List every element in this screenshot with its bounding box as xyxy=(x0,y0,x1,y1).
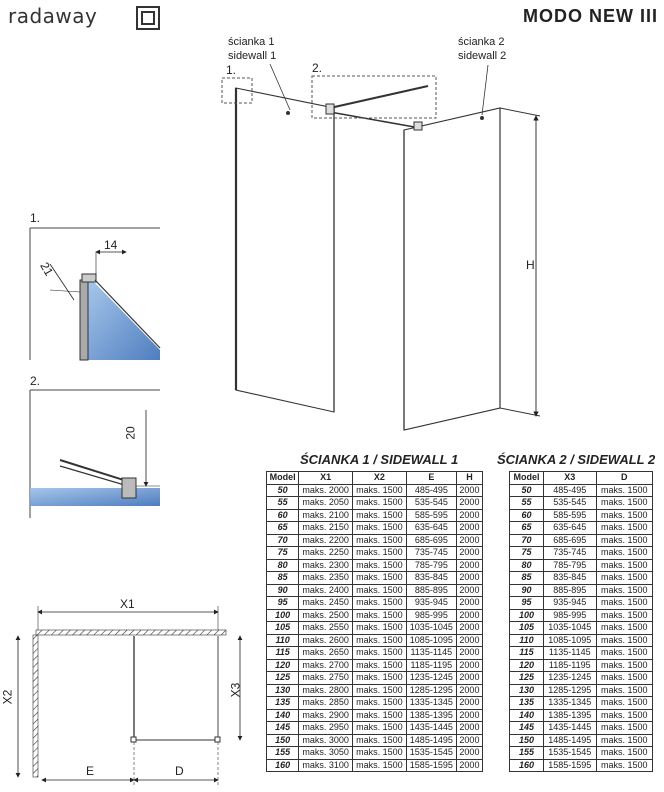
table-row xyxy=(510,609,653,622)
table-cell: maks. 2150 xyxy=(299,522,353,535)
table-cell: 2000 xyxy=(456,622,482,635)
model-cell: 85 xyxy=(510,572,544,585)
table-cell: maks. 1500 xyxy=(596,647,652,660)
table-cell: maks. 1500 xyxy=(596,709,652,722)
table-row xyxy=(267,634,483,647)
model-cell: 150 xyxy=(267,734,299,747)
dim-x2-label: X2 xyxy=(0,689,15,705)
table-cell: 2000 xyxy=(456,747,482,760)
model-cell: 125 xyxy=(267,672,299,685)
table-row xyxy=(267,572,483,585)
table-cell: 1435-1445 xyxy=(406,722,456,735)
table-cell: maks. 2650 xyxy=(299,647,353,660)
table-row xyxy=(267,659,483,672)
table-cell: maks. 2950 xyxy=(299,722,353,735)
table-cell: maks. 1500 xyxy=(596,684,652,697)
detail-2-dim-20: 20 xyxy=(123,426,138,440)
table-cell: maks. 1500 xyxy=(596,659,652,672)
table-cell: maks. 2600 xyxy=(299,634,353,647)
model-cell: 55 xyxy=(510,497,544,510)
table-cell: maks. 1500 xyxy=(353,609,407,622)
table-2-title: ŚCIANKA 2 / SIDEWALL 2 xyxy=(497,452,656,467)
table-cell: 1485-1495 xyxy=(543,734,596,747)
table-row xyxy=(510,559,653,572)
table-cell: maks. 1500 xyxy=(353,522,407,535)
table-cell: maks. 1500 xyxy=(353,759,407,772)
model-cell: 145 xyxy=(267,722,299,735)
table-cell: maks. 1500 xyxy=(353,484,407,497)
table-row xyxy=(510,697,653,710)
table-1-title: ŚCIANKA 1 / SIDEWALL 1 xyxy=(300,452,459,467)
table-cell: maks. 2350 xyxy=(299,572,353,585)
table-cell: maks. 1500 xyxy=(353,709,407,722)
table-row xyxy=(510,509,653,522)
table-row xyxy=(267,534,483,547)
table-cell: 1335-1345 xyxy=(406,697,456,710)
table-row xyxy=(510,484,653,497)
table-cell: 785-795 xyxy=(543,559,596,572)
table-cell: 1385-1395 xyxy=(543,709,596,722)
model-cell: 130 xyxy=(267,684,299,697)
table-row xyxy=(510,547,653,560)
table-cell: 2000 xyxy=(456,609,482,622)
table-cell: maks. 1500 xyxy=(353,509,407,522)
model-cell: 110 xyxy=(267,634,299,647)
table-cell: 1085-1095 xyxy=(406,634,456,647)
detail-1-title: 1. xyxy=(30,211,41,225)
sidewall-1-panel xyxy=(236,88,334,412)
table-cell: maks. 1500 xyxy=(596,634,652,647)
table-row xyxy=(510,722,653,735)
table-cell: maks. 1500 xyxy=(596,672,652,685)
model-cell: 160 xyxy=(267,759,299,772)
table-cell: maks. 2850 xyxy=(299,697,353,710)
table-row xyxy=(267,647,483,660)
table-row xyxy=(510,734,653,747)
table-header-cell: H xyxy=(456,472,482,485)
model-cell: 100 xyxy=(267,609,299,622)
table-cell: maks. 1500 xyxy=(596,559,652,572)
table-cell: maks. 2050 xyxy=(299,497,353,510)
model-cell: 120 xyxy=(510,659,544,672)
table-row xyxy=(510,747,653,760)
detail-1-view xyxy=(30,228,160,360)
model-cell: 85 xyxy=(267,572,299,585)
table-header-cell: Model xyxy=(267,472,299,485)
table-cell: maks. 1500 xyxy=(596,584,652,597)
table-cell: 2000 xyxy=(456,697,482,710)
model-cell: 55 xyxy=(267,497,299,510)
table-cell: 2000 xyxy=(456,559,482,572)
table-row xyxy=(510,597,653,610)
table-cell: maks. 3050 xyxy=(299,747,353,760)
table-cell: maks. 1500 xyxy=(596,747,652,760)
table-cell: maks. 1500 xyxy=(353,584,407,597)
table-cell: maks. 2200 xyxy=(299,534,353,547)
table-cell: maks. 1500 xyxy=(596,497,652,510)
table-row xyxy=(267,597,483,610)
table-cell: 485-495 xyxy=(543,484,596,497)
detail-2-view xyxy=(30,390,160,518)
table-cell: maks. 1500 xyxy=(353,747,407,760)
table-row xyxy=(510,759,653,772)
table-cell: maks. 2750 xyxy=(299,672,353,685)
table-cell: 1185-1195 xyxy=(406,659,456,672)
table-cell: maks. 1500 xyxy=(596,734,652,747)
table-cell: maks. 1500 xyxy=(596,622,652,635)
table-cell: maks. 2800 xyxy=(299,684,353,697)
table-cell: maks. 1500 xyxy=(353,547,407,560)
table-cell: 2000 xyxy=(456,572,482,585)
table-row xyxy=(267,747,483,760)
table-row xyxy=(267,497,483,510)
table-header-cell: E xyxy=(406,472,456,485)
model-cell: 155 xyxy=(510,747,544,760)
table-cell: 535-545 xyxy=(406,497,456,510)
table-cell: maks. 2400 xyxy=(299,584,353,597)
table-cell: 785-795 xyxy=(406,559,456,572)
dim-d-label: D xyxy=(175,764,184,778)
table-row xyxy=(267,584,483,597)
sidewall-2-panel xyxy=(404,108,540,430)
table-cell: maks. 2550 xyxy=(299,622,353,635)
table-row xyxy=(510,647,653,660)
table-cell: 2000 xyxy=(456,522,482,535)
table-cell: 2000 xyxy=(456,659,482,672)
table-cell: 1585-1595 xyxy=(406,759,456,772)
table-cell: maks. 1500 xyxy=(596,759,652,772)
table-cell: 2000 xyxy=(456,722,482,735)
table-cell: maks. 1500 xyxy=(596,484,652,497)
table-cell: 1535-1545 xyxy=(543,747,596,760)
table-cell: maks. 1500 xyxy=(596,534,652,547)
sidewall-2-label-en: sidewall 2 xyxy=(458,50,507,62)
model-cell: 135 xyxy=(267,697,299,710)
detail-1-dim-21: 21 xyxy=(37,259,57,279)
table-row xyxy=(510,634,653,647)
table-cell: maks. 1500 xyxy=(353,672,407,685)
table-cell: 935-945 xyxy=(543,597,596,610)
table-row xyxy=(267,709,483,722)
table-cell: 2000 xyxy=(456,734,482,747)
table-row xyxy=(510,672,653,685)
model-cell: 80 xyxy=(510,559,544,572)
sidewall-1-table xyxy=(266,471,483,772)
model-cell: 75 xyxy=(510,547,544,560)
model-cell: 95 xyxy=(510,597,544,610)
table-cell: 835-845 xyxy=(543,572,596,585)
sidewall-1-label-pl: ścianka 1 xyxy=(228,36,275,48)
table-row xyxy=(510,497,653,510)
table-cell: maks. 3100 xyxy=(299,759,353,772)
model-cell: 135 xyxy=(510,697,544,710)
model-cell: 155 xyxy=(267,747,299,760)
table-row xyxy=(267,722,483,735)
model-cell: 75 xyxy=(267,547,299,560)
table-cell: 735-745 xyxy=(543,547,596,560)
table-header-cell: D xyxy=(596,472,652,485)
sidewall-1-label-en: sidewall 1 xyxy=(228,50,277,62)
table-cell: 1335-1345 xyxy=(543,697,596,710)
table-row xyxy=(267,609,483,622)
table-cell: maks. 2250 xyxy=(299,547,353,560)
model-title: MODO NEW III xyxy=(523,6,658,26)
table-cell: 1285-1295 xyxy=(543,684,596,697)
table-row xyxy=(510,572,653,585)
table-cell: 585-595 xyxy=(543,509,596,522)
table-header-cell: X2 xyxy=(353,472,407,485)
table-cell: 2000 xyxy=(456,497,482,510)
dim-x1-label: X1 xyxy=(120,597,135,611)
model-cell: 60 xyxy=(267,509,299,522)
model-cell: 70 xyxy=(510,534,544,547)
table-row xyxy=(510,584,653,597)
table-cell: 2000 xyxy=(456,709,482,722)
detail-2-title: 2. xyxy=(30,374,41,388)
table-header-cell: X3 xyxy=(543,472,596,485)
model-cell: 145 xyxy=(510,722,544,735)
sidewall-2-table xyxy=(509,471,653,772)
model-cell: 70 xyxy=(267,534,299,547)
table-row xyxy=(267,734,483,747)
table-cell: 885-895 xyxy=(406,584,456,597)
model-cell: 130 xyxy=(510,684,544,697)
table-cell: maks. 1500 xyxy=(596,509,652,522)
table-cell: 1285-1295 xyxy=(406,684,456,697)
table-cell: maks. 2100 xyxy=(299,509,353,522)
table-cell: maks. 2500 xyxy=(299,609,353,622)
table-cell: 1135-1145 xyxy=(406,647,456,660)
model-cell: 90 xyxy=(510,584,544,597)
table-cell: 1435-1445 xyxy=(543,722,596,735)
table-cell: 1235-1245 xyxy=(543,672,596,685)
table-cell: maks. 1500 xyxy=(353,634,407,647)
table-cell: maks. 1500 xyxy=(353,647,407,660)
table-cell: 1535-1545 xyxy=(406,747,456,760)
model-cell: 100 xyxy=(510,609,544,622)
model-cell: 60 xyxy=(510,509,544,522)
table-cell: 2000 xyxy=(456,597,482,610)
table-row xyxy=(510,684,653,697)
table-cell: 885-895 xyxy=(543,584,596,597)
table-row xyxy=(510,622,653,635)
model-cell: 160 xyxy=(510,759,544,772)
table-cell: maks. 1500 xyxy=(353,684,407,697)
model-cell: 65 xyxy=(510,522,544,535)
table-cell: maks. 1500 xyxy=(353,559,407,572)
table-cell: maks. 1500 xyxy=(353,572,407,585)
model-cell: 115 xyxy=(510,647,544,660)
sidewall-2-label-pl: ścianka 2 xyxy=(458,36,505,48)
model-cell: 110 xyxy=(510,634,544,647)
table-cell: maks. 2300 xyxy=(299,559,353,572)
table-cell: maks. 1500 xyxy=(353,597,407,610)
model-cell: 80 xyxy=(267,559,299,572)
table-cell: 1035-1045 xyxy=(543,622,596,635)
dim-x3-label: X3 xyxy=(228,682,243,698)
table-cell: 2000 xyxy=(456,634,482,647)
table-row xyxy=(267,759,483,772)
table-cell: maks. 1500 xyxy=(596,722,652,735)
table-cell: 685-695 xyxy=(406,534,456,547)
table-cell: 635-645 xyxy=(406,522,456,535)
model-cell: 125 xyxy=(510,672,544,685)
table-cell: 735-745 xyxy=(406,547,456,560)
table-row xyxy=(510,522,653,535)
table-row xyxy=(510,659,653,672)
table-row xyxy=(267,622,483,635)
table-cell: 1385-1395 xyxy=(406,709,456,722)
table-cell: maks. 1500 xyxy=(596,697,652,710)
table-row xyxy=(267,697,483,710)
table-row xyxy=(267,547,483,560)
table-cell: 1185-1195 xyxy=(543,659,596,672)
model-cell: 95 xyxy=(267,597,299,610)
stabilizer-bar xyxy=(326,86,428,130)
table-cell: 2000 xyxy=(456,684,482,697)
plan-view xyxy=(18,606,243,786)
table-cell: maks. 3000 xyxy=(299,734,353,747)
model-cell: 120 xyxy=(267,659,299,672)
table-cell: 2000 xyxy=(456,759,482,772)
table-row xyxy=(267,684,483,697)
table-cell: 1035-1045 xyxy=(406,622,456,635)
table-row xyxy=(267,484,483,497)
model-cell: 105 xyxy=(510,622,544,635)
table-cell: 2000 xyxy=(456,509,482,522)
model-cell: 115 xyxy=(267,647,299,660)
model-cell: 90 xyxy=(267,584,299,597)
table-cell: 2000 xyxy=(456,547,482,560)
model-cell: 140 xyxy=(510,709,544,722)
table-cell: maks. 1500 xyxy=(353,534,407,547)
table-cell: maks. 1500 xyxy=(353,497,407,510)
table-cell: maks. 1500 xyxy=(596,572,652,585)
table-cell: 1585-1595 xyxy=(543,759,596,772)
table-cell: 985-995 xyxy=(406,609,456,622)
table-cell: maks. 2000 xyxy=(299,484,353,497)
table-cell: maks. 1500 xyxy=(353,622,407,635)
table-cell: maks. 2900 xyxy=(299,709,353,722)
table-cell: maks. 1500 xyxy=(596,547,652,560)
table-cell: 985-995 xyxy=(543,609,596,622)
model-cell: 140 xyxy=(267,709,299,722)
brand-name: radaway xyxy=(8,4,98,28)
table-cell: 2000 xyxy=(456,534,482,547)
table-cell: 585-595 xyxy=(406,509,456,522)
table-header-cell: Model xyxy=(510,472,544,485)
table-cell: 835-845 xyxy=(406,572,456,585)
table-cell: maks. 1500 xyxy=(353,722,407,735)
table-cell: 935-945 xyxy=(406,597,456,610)
table-cell: 1235-1245 xyxy=(406,672,456,685)
table-cell: maks. 1500 xyxy=(353,734,407,747)
table-cell: 485-495 xyxy=(406,484,456,497)
dim-e-label: E xyxy=(86,764,95,778)
table-cell: 685-695 xyxy=(543,534,596,547)
table-cell: 1135-1145 xyxy=(543,647,596,660)
table-cell: maks. 1500 xyxy=(353,659,407,672)
table-cell: 2000 xyxy=(456,647,482,660)
height-label: H xyxy=(526,258,535,272)
table-cell: maks. 1500 xyxy=(353,697,407,710)
model-cell: 105 xyxy=(267,622,299,635)
detail-1-dim-14: 14 xyxy=(104,238,118,252)
table-cell: 2000 xyxy=(456,672,482,685)
model-cell: 65 xyxy=(267,522,299,535)
table-row xyxy=(510,709,653,722)
detail-2-marker: 2. xyxy=(312,61,323,75)
table-row xyxy=(510,534,653,547)
detail-1-marker: 1. xyxy=(226,63,237,77)
table-cell: maks. 1500 xyxy=(596,609,652,622)
model-cell: 150 xyxy=(510,734,544,747)
table-cell: 2000 xyxy=(456,484,482,497)
model-cell: 50 xyxy=(510,484,544,497)
table-cell: maks. 1500 xyxy=(596,522,652,535)
table-header-cell: X1 xyxy=(299,472,353,485)
table-row xyxy=(267,672,483,685)
model-cell: 50 xyxy=(267,484,299,497)
table-cell: maks. 2450 xyxy=(299,597,353,610)
table-row xyxy=(267,522,483,535)
table-row xyxy=(267,509,483,522)
table-cell: 535-545 xyxy=(543,497,596,510)
table-cell: maks. 1500 xyxy=(596,597,652,610)
table-cell: 635-645 xyxy=(543,522,596,535)
table-cell: maks. 2700 xyxy=(299,659,353,672)
table-cell: 1485-1495 xyxy=(406,734,456,747)
table-cell: 2000 xyxy=(456,584,482,597)
table-cell: 1085-1095 xyxy=(543,634,596,647)
table-row xyxy=(267,559,483,572)
